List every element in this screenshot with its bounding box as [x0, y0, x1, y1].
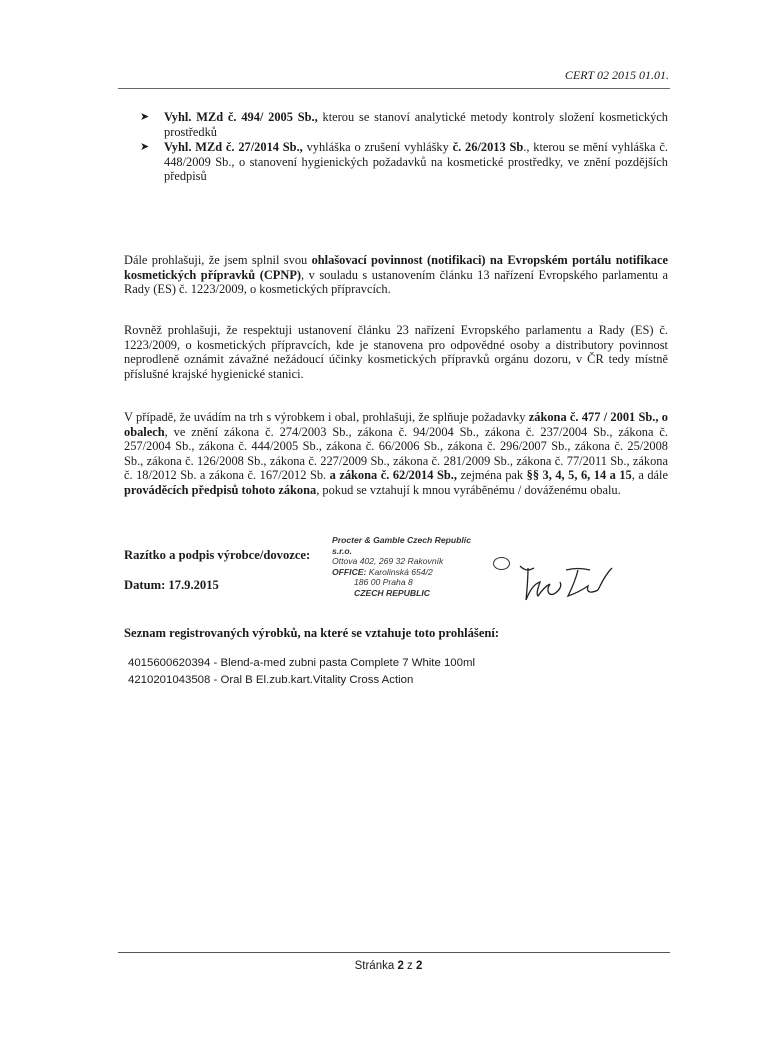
text: , ve znění zákona č. 274/2003 Sb., zákona č. 94/2004 Sb., zákona č. 237/2004 Sb., zákona č. 257/2004 Sb., zákona č. 444/2005 Sb., zákona č. 66/2006 Sb., zákona č. 296/2007 Sb., zákona č. 25/2008 Sb., zákona č. 126/2008 Sb., zákona č. 227/2009 Sb., zákona č. 281/2009 Sb., zákona č. 77/2011 Sb., zákona č. 18/2012 Sb. a zákona č. 167/2012 Sb. [124, 424, 668, 483]
date-label: Datum: 17.9.2015 [124, 578, 219, 592]
page-number [0, 960, 777, 972]
stamp-signature-label: Razítko a podpis výrobce/dovozce: [124, 548, 311, 562]
header-divider [118, 88, 670, 89]
stamp-country: CZECH REPUBLIC [354, 587, 430, 598]
bullet-text: kterou se stanoví analytické metody kontroly složení kosmetických prostředků [164, 110, 668, 139]
stamp-city: 186 00 Praha 8 [354, 577, 413, 588]
bullet-text: ., kterou se mění vyhláška č. 448/2009 Sb., o stanovení hygienických požadavků na kosmetické prostředky, ve znění pozdějších předpisů [164, 140, 668, 184]
bold-text: ohlašovací povinnost (notifikaci) na Evropském portálu notifikace kosmetických přípravků (CPNP) [124, 253, 669, 282]
page-separator: z [403, 960, 416, 972]
text: Dále prohlašuji, že jsem splnil svou [124, 253, 312, 267]
text: V případě, že uvádím na trh s výrobkem i obal, prohlašuji, že splňuje požadavky [124, 410, 529, 424]
text: , pokud se vztahují k mnou vyráběnému / dováženému obalu. [316, 482, 621, 497]
signature-icon [516, 560, 636, 606]
stamp-logo-icon [493, 557, 510, 570]
bold-text: prováděcích předpisů tohoto zákona [124, 482, 317, 497]
total-pages: 2 [415, 960, 423, 972]
arrow-bullet-icon: ➤ [140, 141, 150, 153]
paragraph-packaging [124, 410, 668, 498]
bold-text: §§ 3, 4, 5, 6, 14 a 15 [526, 468, 632, 483]
page-prefix: Stránka [354, 960, 398, 972]
bullet-item [140, 140, 668, 184]
stamp-office-address: Karolinská 654/2 [366, 566, 433, 577]
bold-text: a zákona č. 62/2014 Sb., [329, 468, 457, 483]
text: , v souladu s ustanovením článku 13 nařízení Evropského parlamentu a Rady (ES) č. 1223/2009, o kosmetických přípravcích. [124, 267, 668, 297]
text: zejména pak [456, 468, 527, 483]
product-list-title: Seznam registrovaných výrobků, na které se vztahuje toto prohlášení: [124, 626, 500, 640]
arrow-bullet-icon: ➤ [140, 111, 150, 123]
law-reference: Vyhl. MZd č. 494/ 2005 Sb., [164, 110, 318, 124]
law-reference: č. 26/2013 Sb [452, 140, 524, 154]
stamp-office-label: OFFICE: [332, 566, 367, 577]
footer-divider [118, 952, 670, 953]
paragraph-notification [124, 253, 668, 297]
company-stamp [332, 535, 482, 599]
document-reference: CERT 02 2015 01.01. [564, 68, 669, 82]
bold-text: zákona č. 477 / 2001 Sb., o obalech [124, 410, 668, 439]
list-item: 4015600620394 - Blend-a-med zubni pasta Complete 7 White 100ml [128, 657, 475, 669]
bullet-text: vyhláška o zrušení vyhlášky [302, 140, 453, 154]
stamp-company-name: Procter & Gamble Czech Republic s.r.o. [332, 535, 471, 556]
bullet-item [140, 110, 668, 139]
current-page: 2 [397, 960, 404, 972]
stamp-address: Ottova 402, 269 32 Rakovník [332, 556, 444, 567]
law-reference: Vyhl. MZd č. 27/2014 Sb., [164, 140, 303, 154]
paragraph-undesirable-effects: Rovněž prohlašuji, že respektuji ustanovení článku 23 nařízení Evropského parlamentu a Rady (ES) č. 1223/2009, o kosmetických přípravcích, kde je stanovena pro odpovědné osoby a distributory povinnost neprodleně oznámit závažné nežádoucí účinky kosmetických přípravků orgánu dozoru, v ČR tedy místně příslušné krajské hygienické stanici. [124, 323, 668, 381]
text: , a dále [631, 468, 668, 483]
list-item: 4210201043508 - Oral B El.zub.kart.Vitality Cross Action [128, 674, 414, 686]
